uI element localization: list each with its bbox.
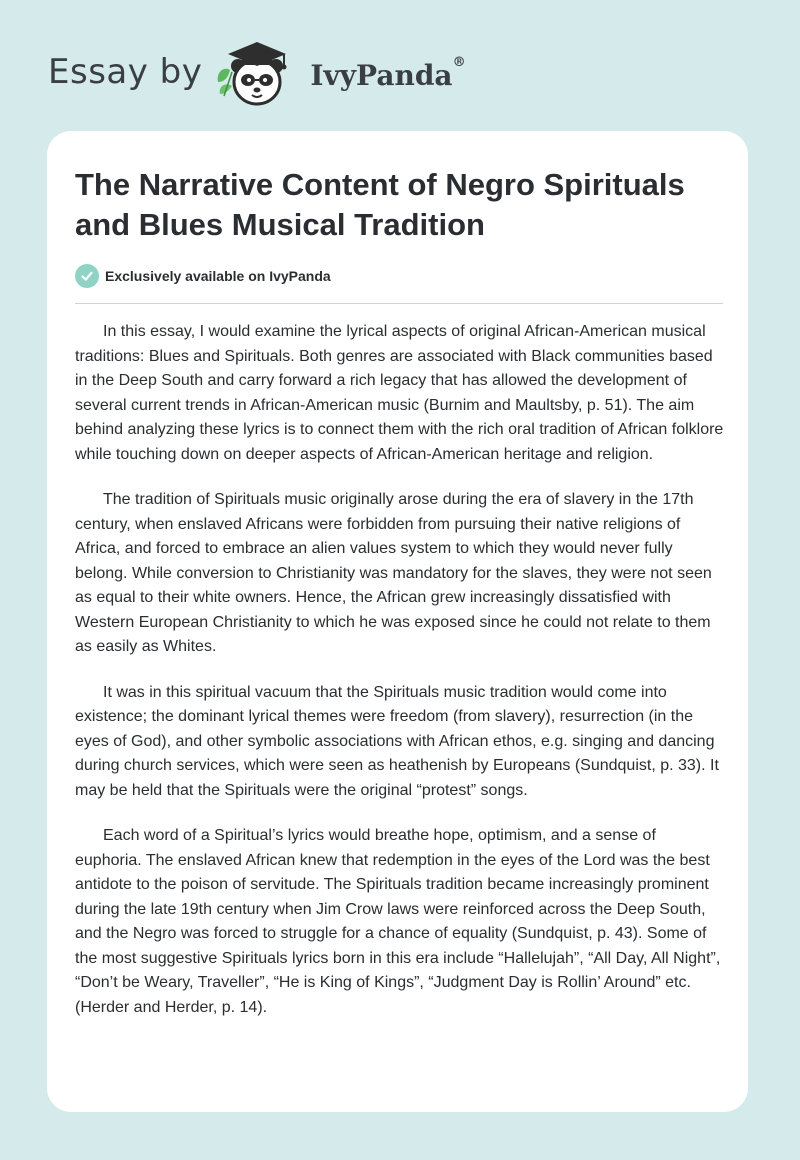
site-header xyxy=(48,36,466,108)
paragraph: It was in this spiritual vacuum that the Spirituals music tradition would come into existence; the dominant lyrical themes were freedom (from slavery), resurrection (in the eyes of God), and other symbolic associations with African ethos, e.g. singing and dancing during church services, which were seen as heathenish by Europeans (Sundquist, p. 33). It may be held that the Spirituals were the original “protest” songs. xyxy=(75,683,719,799)
check-icon xyxy=(75,264,99,288)
panda-graduate-logo-icon[interactable] xyxy=(214,36,306,108)
essay-by-label: Essay by xyxy=(48,52,203,92)
essay-card xyxy=(47,131,748,1112)
brand-name[interactable]: IvyPanda® xyxy=(310,54,466,92)
divider xyxy=(75,303,723,304)
paragraph: The tradition of Spirituals music originally arose during the era of slavery in the 17th century, when enslaved Africans were forbidden from pursuing their native religions of Africa, and forced to embrace an alien values system to which they would never fully belong. While conversion to Christianity was mandatory for the slaves, they were not seen as equal to their white owners. Hence, the African grew increasingly dissatisfied with Western European Christianity to which he was exposed since he could not relate to them as easily as Whites. xyxy=(75,491,712,655)
exclusive-badge xyxy=(75,264,331,288)
page-title: The Narrative Content of Negro Spirituals and Blues Musical Tradition xyxy=(75,167,685,242)
exclusive-badge-label: Exclusively available on IvyPanda xyxy=(105,268,331,284)
essay-body xyxy=(75,320,725,1041)
registered-mark: ® xyxy=(452,54,466,70)
paragraph: Each word of a Spiritual’s lyrics would breathe hope, optimism, and a sense of euphoria. The enslaved African knew that redemption in the eyes of the Lord was the best antidote to the poison of servitude. The Spirituals tradition became increasingly prominent during the late 19th century when Jim Crow laws were reinforced across the Deep South, and the Negro was forced to struggle for a chance of equality (Sundquist, p. 43). Some of the most suggestive Spirituals lyrics born in this era include “Hallelujah”, “All Day, All Night”, “Don’t be Weary, Traveller”, “He is King of Kings”, “Judgment Day is Rollin’ Around” etc. (Herder and Herder, p. 14). xyxy=(75,827,721,1016)
paragraph: In this essay, I would examine the lyrical aspects of original African-American musical traditions: Blues and Spirituals. Both genres are associated with Black communities based in the Deep South and carry forward a rich legacy that has allowed the development of several current trends in African-American music (Burnim and Maultsby, p. 51). The aim behind analyzing these lyrics is to connect them with the rich oral tradition of African folklore while touching down on deeper aspects of African-American heritage and religion. xyxy=(75,323,724,463)
